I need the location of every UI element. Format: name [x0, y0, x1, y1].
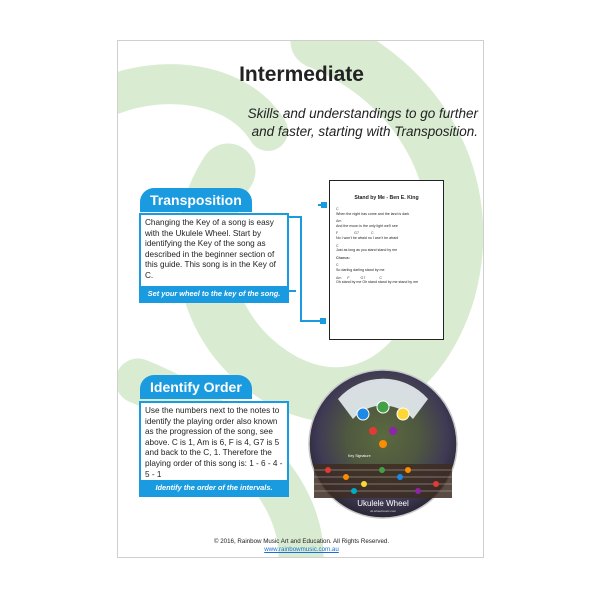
guide-page: [117, 40, 484, 558]
song-line: [336, 219, 437, 228]
song-line: [336, 207, 437, 216]
wheel-sublabel: uk.wheelmusic.com: [369, 509, 397, 513]
song-sheet: [329, 180, 444, 340]
song-chords: C: [336, 263, 339, 268]
transposition-heading: Transposition: [140, 188, 252, 212]
copyright-text: © 2016, Rainbow Music Art and Education. All Rights Reserved.: [213, 538, 390, 545]
song-line: [336, 276, 437, 285]
song-lyric: When the night has come and the land is dark: [336, 211, 410, 216]
song-lyric: So darling darling stand by me: [336, 267, 385, 272]
wheel-label: Ukulele Wheel: [357, 499, 409, 508]
song-title: Stand by Me - Ben E. King: [354, 195, 419, 201]
song-chords: F G7 C: [336, 231, 374, 236]
subtitle-line-2: and faster, starting with Transposition.: [251, 124, 478, 139]
song-lyric: Just as long as you stand stand by me: [336, 248, 398, 253]
transposition-footer: Set your wheel to the key of the song.: [141, 286, 287, 301]
song-chords: Am: [336, 219, 342, 224]
song-line: [336, 231, 437, 240]
song-chords: C: [336, 243, 339, 248]
song-chords: Am F G7 C: [336, 275, 382, 280]
song-lyric: And the moon is the only light we'll see: [336, 223, 398, 228]
song-line: [336, 263, 437, 272]
identify-order-box: [139, 401, 289, 497]
subtitle-line-1: Skills and understandings to go further: [247, 106, 478, 121]
identify-order-heading: Identify Order: [140, 375, 252, 399]
identify-order-footer: Identify the order of the intervals.: [141, 480, 287, 495]
song-line: [336, 244, 437, 253]
page-footer: [118, 538, 484, 554]
page-title: Intermediate: [239, 63, 364, 86]
wheel-key-label: Key Signature: [348, 454, 371, 458]
song-chorus-label: Chorus:: [336, 255, 350, 260]
song-chords: C: [336, 207, 339, 211]
identify-order-body: Use the numbers next to the notes to identify the playing order also known as the progression of the song, see above. C is 1, Am is 6, F is 4, G7 is 5 and back to the C, 1. Therefore the playing order of this song is: 1 - 6 - 4 - 5 - 1: [145, 406, 283, 479]
transposition-body: Changing the Key of a song is easy with the Ukulele Wheel. Start by identifying the Key of the song as described in the beginner section of this guide. This song is in the Key of C.: [145, 218, 276, 280]
website-link[interactable]: www.rainbowmusic.com.au: [264, 546, 339, 553]
ukulele-wheel-image: [308, 369, 458, 519]
song-lyric: Oh stand by me Oh stand stand by me stand by me: [336, 280, 419, 285]
song-lyric: No I won't be afraid no I won't be afraid: [336, 235, 399, 240]
